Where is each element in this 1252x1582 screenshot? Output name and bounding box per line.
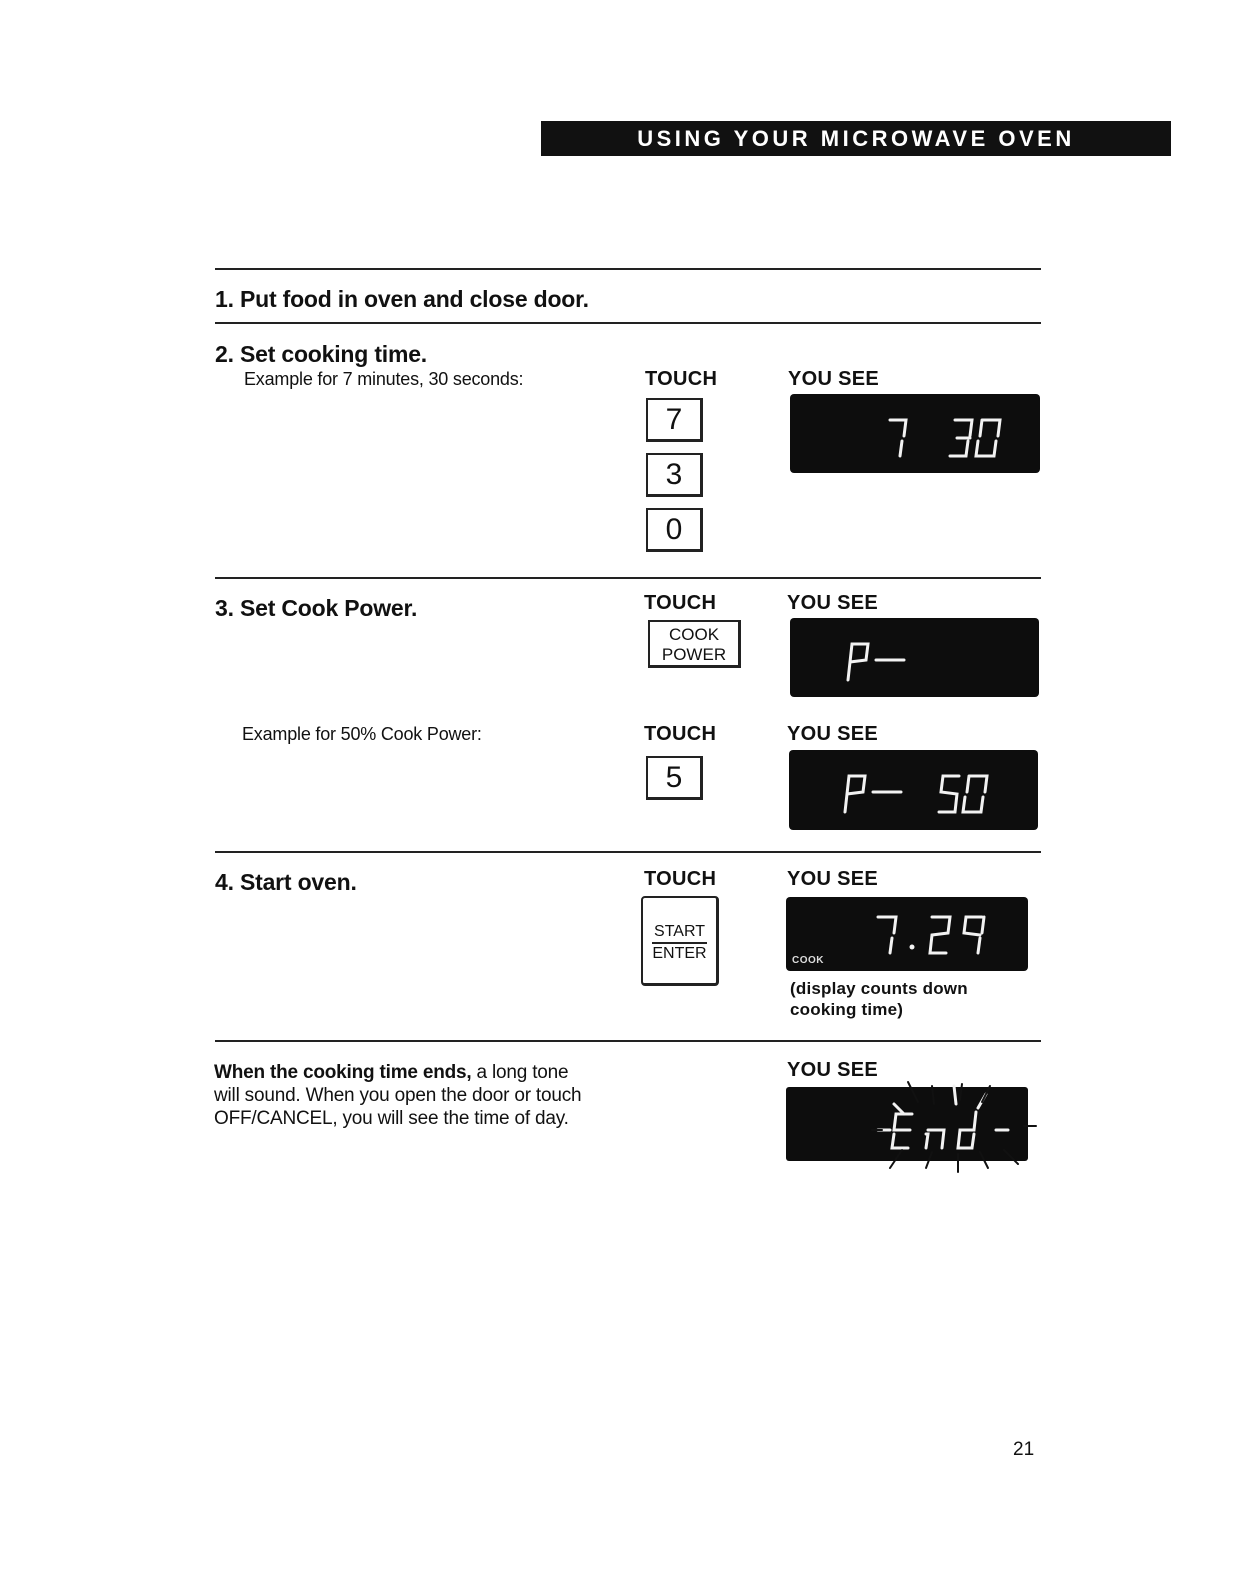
cook-power-button[interactable] — [648, 620, 741, 668]
display-panel — [790, 394, 1040, 473]
touch-label: TOUCH — [644, 868, 717, 890]
countdown-note-line2: cooking time) — [790, 1000, 904, 1019]
end-flashing-display — [786, 1078, 1038, 1174]
divider — [215, 322, 1041, 324]
end-instructions — [214, 1061, 634, 1130]
cook-power-example: Example for 50% Cook Power: — [242, 724, 482, 744]
countdown-note — [790, 978, 968, 1020]
display-panel — [789, 750, 1038, 830]
divider — [215, 577, 1041, 579]
touch-label: TOUCH — [644, 723, 717, 745]
step-3-title: 3. Set Cook Power. — [215, 595, 418, 621]
you-see-label: YOU SEE — [787, 1059, 879, 1081]
cook-power-label-line2: POWER — [661, 645, 727, 664]
section-banner: USING YOUR MICROWAVE OVEN — [541, 121, 1171, 156]
you-see-label: YOU SEE — [787, 592, 879, 614]
you-see-label: YOU SEE — [787, 723, 879, 745]
you-see-label: YOU SEE — [788, 368, 880, 390]
display-panel — [786, 897, 1028, 971]
lcd-digits-730 — [790, 394, 1040, 473]
touch-label: TOUCH — [644, 592, 717, 614]
enter-label: ENTER — [652, 945, 707, 962]
cook-power-label-line1: COOK — [668, 625, 720, 644]
step-2-title: 2. Set cooking time. — [215, 341, 427, 367]
end-display-panel — [786, 1078, 1038, 1174]
key-0-button[interactable]: 0 — [646, 508, 703, 552]
key-3-button[interactable]: 3 — [646, 453, 703, 497]
step-4-title: 4. Start oven. — [215, 869, 357, 895]
key-5-button[interactable]: 5 — [646, 756, 703, 800]
page-number: 21 — [1013, 1439, 1035, 1460]
end-line2: will sound. When you open the door or touch — [214, 1085, 582, 1106]
lcd-digits-p — [790, 618, 1039, 697]
start-label: START — [652, 922, 707, 944]
step-2-example: Example for 7 minutes, 30 seconds: — [244, 369, 524, 389]
you-see-label: YOU SEE — [787, 868, 879, 890]
divider — [215, 1040, 1041, 1042]
start-enter-button[interactable] — [641, 896, 719, 986]
countdown-note-line1: (display counts down — [790, 979, 968, 998]
divider — [215, 851, 1041, 853]
touch-label: TOUCH — [645, 368, 718, 390]
cook-indicator: COOK — [792, 955, 824, 966]
divider — [215, 268, 1041, 270]
end-line1: a long tone — [471, 1062, 569, 1083]
step-1-title: 1. Put food in oven and close door. — [215, 286, 589, 312]
display-panel — [790, 618, 1039, 697]
lcd-digits-p50 — [789, 750, 1038, 830]
end-line3: OFF/CANCEL, you will see the time of day. — [214, 1108, 569, 1129]
end-bold-text: When the cooking time ends, — [214, 1062, 472, 1083]
key-7-button[interactable]: 7 — [646, 398, 703, 442]
